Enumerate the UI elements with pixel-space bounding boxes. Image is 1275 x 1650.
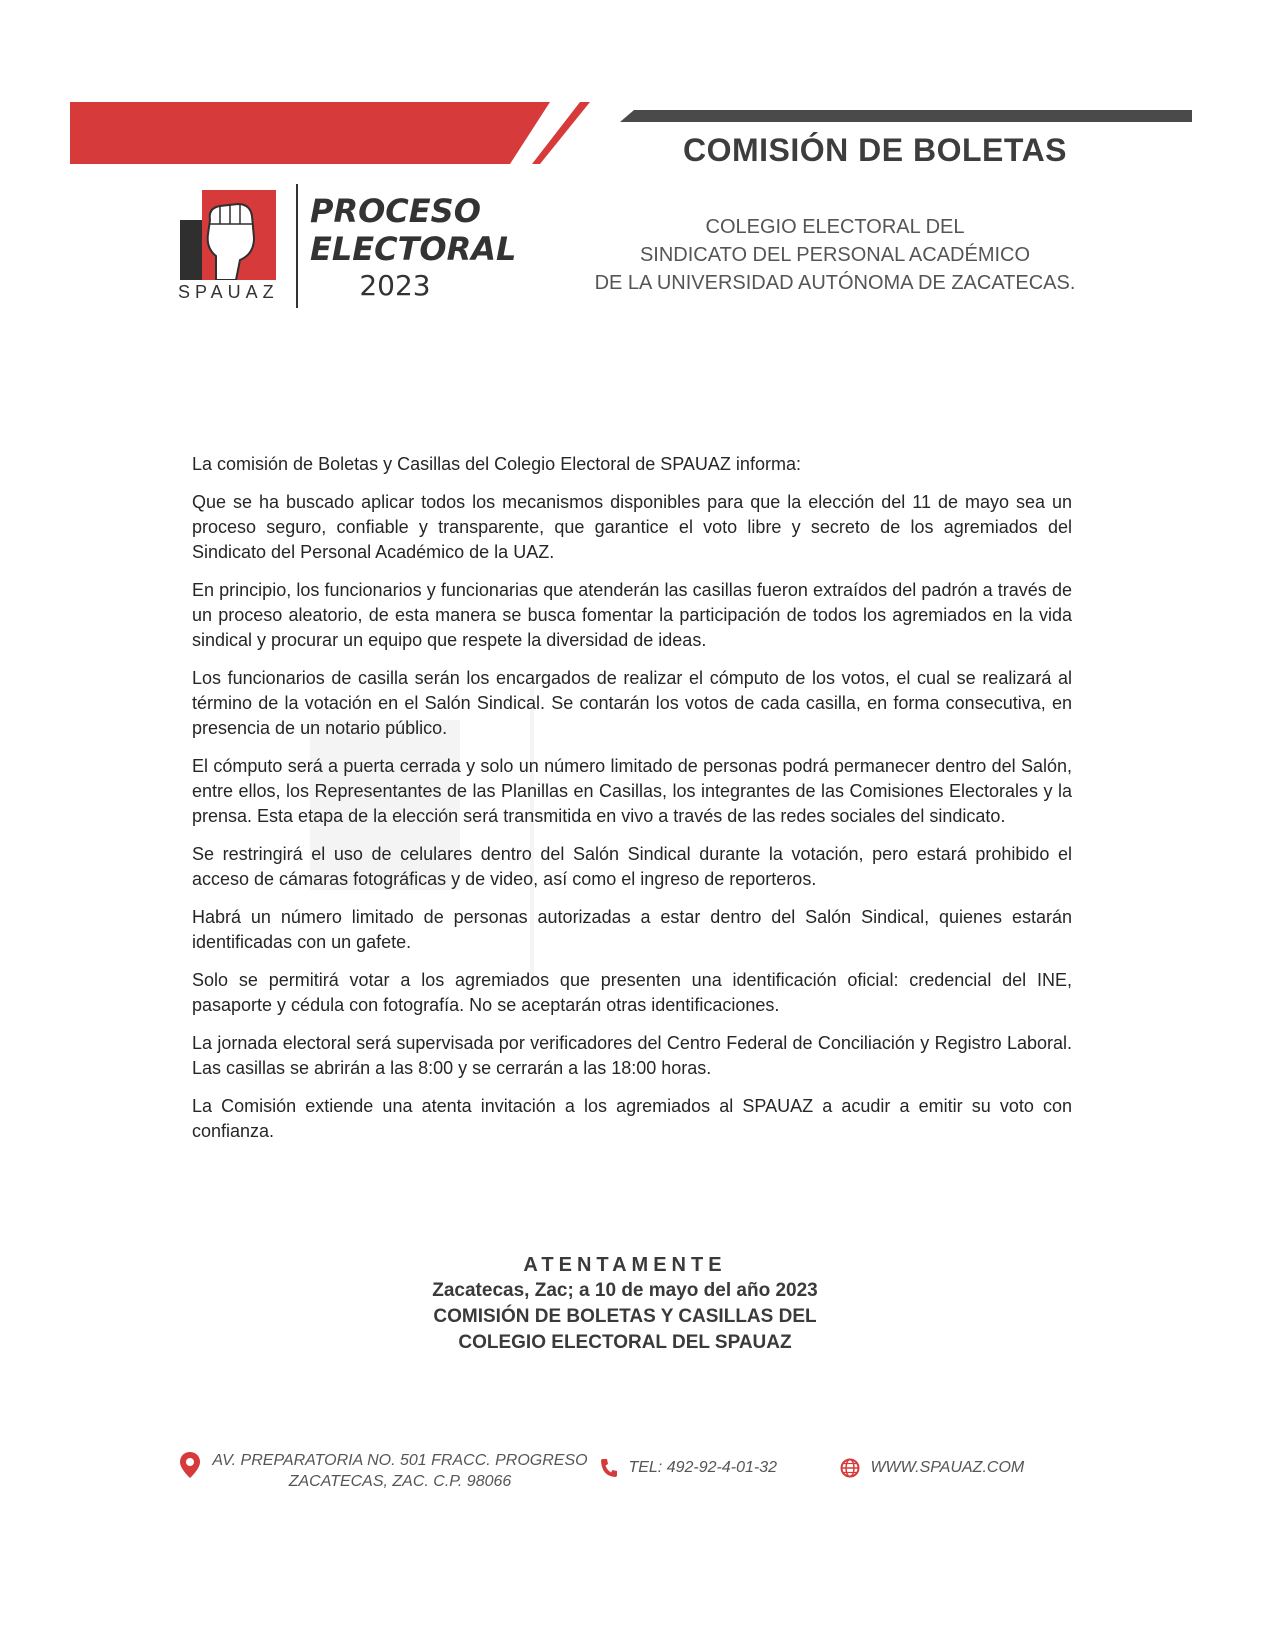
college-line1: COLEGIO ELECTORAL DEL (705, 216, 965, 238)
header-red-band (70, 102, 590, 164)
address-line1: AV. PREPARATORIA NO. 501 FRACC. PROGRESO (212, 1452, 588, 1469)
proceso-line2: ELECTORAL (310, 230, 517, 268)
paragraph: La comisión de Boletas y Casillas del Colegio Electoral de SPAUAZ informa: (192, 454, 801, 474)
proceso-electoral-title (310, 192, 517, 304)
logo-text: SPAUAZ (178, 282, 279, 302)
globe-icon (840, 1458, 860, 1478)
paragraph: La jornada electoral será supervisada por verificadores del Centro Federal de Conciliación y Registro Laboral. Las casillas se abrirán a las 8:00 y se cerrarán a las 18:00 horas. (192, 1033, 1072, 1078)
closing-org-line1: COMISIÓN DE BOLETAS Y CASILLAS DEL (433, 1306, 817, 1327)
closing-atentamente: ATENTAMENTE (523, 1254, 727, 1276)
website-text[interactable]: WWW.SPAUAZ.COM (870, 1459, 1025, 1477)
college-heading (590, 213, 1080, 297)
proceso-year: 2023 (359, 269, 431, 302)
document-body (192, 452, 1072, 1157)
phone-icon (600, 1458, 618, 1478)
paragraph: Que se ha buscado aplicar todos los mecanismos disponibles para que la elección del 11 de mayo sea un proceso seguro, confiable y transparente, que garantice el voto libre y secreto de los agremiados del Sindicato del Personal Académico de la UAZ. (192, 492, 1072, 562)
closing-org-line2: COLEGIO ELECTORAL DEL SPAUAZ (458, 1332, 792, 1353)
college-line3: DE LA UNIVERSIDAD AUTÓNOMA DE ZACATECAS. (594, 272, 1076, 294)
paragraph: Habrá un número limitado de personas autorizadas a estar dentro del Salón Sindical, quienes estarán identificadas con un gafete. (192, 907, 1072, 952)
location-pin-icon (180, 1452, 200, 1478)
header-title: COMISIÓN DE BOLETAS (682, 132, 1068, 168)
college-line2: SINDICATO DEL PERSONAL ACADÉMICO (639, 244, 1031, 266)
spauaz-fist-logo (180, 190, 276, 280)
paragraph: Solo se permitirá votar a los agremiados que presenten una identificación oficial: credencial del INE, pasaporte y cédula con fotografía. No se aceptarán otras identificaciones. (192, 970, 1072, 1015)
footer (180, 1450, 1080, 1500)
logo-divider (296, 184, 298, 308)
paragraph: Se restringirá el uso de celulares dentro del Salón Sindical durante la votación, pero estará prohibido el acceso de cámaras fotográficas y de video, así como el ingreso de reporteros. (192, 844, 1072, 889)
closing-place-date: Zacatecas, Zac; a 10 de mayo del año 2023 (432, 1280, 818, 1301)
paragraph: El cómputo será a puerta cerrada y solo un número limitado de personas podrá permanecer dentro del Salón, entre ellos, los Representantes de las Planillas en Casillas, los integrantes de las Comisiones Electorales y la prensa. Esta etapa de la elección será transmitida en vivo a través de las redes sociales del sindicato. (192, 756, 1072, 826)
paragraph: La Comisión extiende una atenta invitación a los agremiados al SPAUAZ a acudir a emitir su voto con confianza. (192, 1096, 1072, 1141)
phone-text: TEL: 492-92-4-01-32 (628, 1459, 777, 1477)
footer-website (840, 1458, 1060, 1478)
header-gray-band (620, 110, 1192, 122)
address-line2: ZACATECAS, ZAC. C.P. 98066 (288, 1473, 512, 1490)
proceso-line1: PROCESO (310, 192, 481, 230)
paragraph: En principio, los funcionarios y funcionarias que atenderán las casillas fueron extraídos del padrón a través de un proceso aleatorio, de esta manera se busca fomentar la participación de todos los agremiados en la vida sindical y procurar un equipo que respete la diversidad de ideas. (192, 580, 1072, 650)
closing-signature (380, 1252, 870, 1356)
paragraph: Los funcionarios de casilla serán los encargados de realizar el cómputo de los votos, el cual se realizará al término de la votación en el Salón Sindical. Se contarán los votos de cada casilla, en forma consecutiva, en presencia de un notario público. (192, 668, 1072, 738)
footer-phone (600, 1458, 820, 1478)
